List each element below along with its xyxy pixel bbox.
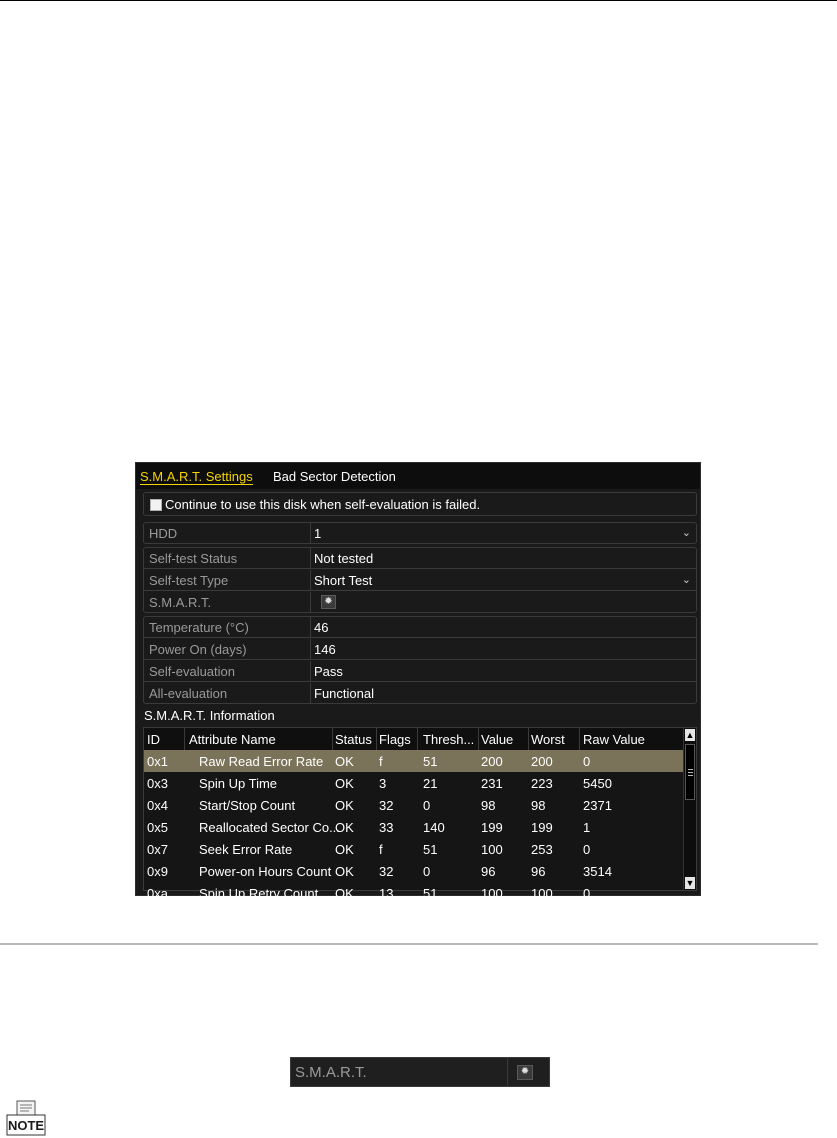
table-row[interactable]	[144, 882, 684, 904]
temperature-label: Temperature (°C)	[149, 620, 249, 635]
cell-flags: 33	[379, 820, 394, 835]
divider	[478, 728, 479, 750]
self-evaluation-value: Pass	[314, 664, 343, 679]
col-header-id[interactable]: ID	[147, 732, 160, 747]
cell-threshold: 51	[423, 842, 438, 857]
cell-worst: 96	[531, 864, 546, 879]
table-header	[144, 728, 684, 750]
cell-threshold: 51	[423, 886, 438, 901]
tab-smart-settings[interactable]: S.M.A.R.T. Settings	[140, 469, 253, 484]
cell-threshold: 21	[423, 776, 438, 791]
smart-settings-panel	[135, 462, 701, 901]
col-header-flags[interactable]: Flags	[379, 732, 411, 747]
cell-attribute-name: Spin Up Time	[199, 776, 278, 791]
table-row[interactable]	[144, 838, 684, 860]
self-test-type-row[interactable]	[144, 570, 696, 591]
cell-status: OK	[335, 820, 354, 835]
col-header-worst[interactable]: Worst	[531, 732, 565, 747]
divider	[507, 1058, 508, 1086]
cell-attribute-name: Start/Stop Count	[199, 798, 296, 813]
cell-value: 100	[481, 886, 503, 901]
cell-flags: 32	[379, 864, 394, 879]
cell-flags: 3	[379, 776, 387, 791]
divider	[310, 570, 311, 591]
smart-information-table	[143, 727, 697, 901]
self-evaluation-row	[144, 661, 696, 682]
cell-worst: 223	[531, 776, 553, 791]
divider	[417, 728, 418, 750]
cell-flags: 32	[379, 798, 394, 813]
divider	[579, 728, 580, 750]
table-row[interactable]	[144, 772, 684, 794]
col-header-threshold[interactable]: Thresh...	[423, 732, 475, 747]
cell-value: 199	[481, 820, 503, 835]
cell-id: 0x5	[147, 820, 168, 835]
cell-status: OK	[335, 864, 354, 879]
cell-value: 100	[481, 842, 503, 857]
cell-value: 96	[481, 864, 496, 879]
cell-worst: 100	[531, 886, 553, 901]
divider	[310, 661, 311, 682]
divider	[376, 728, 377, 750]
divider	[144, 590, 696, 591]
divider	[144, 681, 696, 682]
scroll-down-icon[interactable]: ▼	[685, 878, 695, 888]
cell-value: 231	[481, 776, 503, 791]
continue-checkbox-label: Continue to use this disk when self-evaluation is failed.	[165, 497, 481, 512]
divider	[310, 617, 311, 638]
cell-worst: 199	[531, 820, 553, 835]
cell-threshold: 140	[423, 820, 445, 835]
cell-raw-value: 2371	[583, 798, 612, 813]
all-evaluation-value: Functional	[314, 686, 374, 701]
col-header-value[interactable]: Value	[481, 732, 514, 747]
cell-id: 0x4	[147, 798, 168, 813]
cell-raw-value: 5450	[583, 776, 612, 791]
continue-checkbox[interactable]	[150, 499, 162, 511]
cell-attribute-name: Seek Error Rate	[199, 842, 293, 857]
tab-bar	[136, 463, 700, 489]
col-header-raw-value[interactable]: Raw Value	[583, 732, 645, 747]
page-top-rule	[0, 0, 837, 1]
divider	[144, 568, 696, 569]
smart-button-excerpt	[290, 1057, 550, 1087]
cell-worst: 98	[531, 798, 546, 813]
divider	[310, 592, 311, 613]
hdd-row[interactable]	[144, 523, 696, 544]
svg-text:NOTE: NOTE	[7, 1118, 45, 1133]
all-evaluation-label: All-evaluation	[149, 686, 228, 701]
tab-bad-sector-detection[interactable]: Bad Sector Detection	[273, 469, 396, 484]
col-header-status[interactable]: Status	[335, 732, 372, 747]
cell-flags: f	[379, 842, 383, 857]
cell-raw-value: 3514	[583, 864, 612, 879]
cell-raw-value: 0	[583, 754, 591, 769]
self-test-type-label: Self-test Type	[149, 573, 229, 588]
cell-attribute-name: Spin Up Retry Count	[199, 886, 319, 901]
power-on-row	[144, 639, 696, 660]
divider	[332, 728, 333, 750]
table-row[interactable]	[144, 750, 684, 772]
cell-attribute-name: Power-on Hours Count	[199, 864, 332, 879]
divider	[310, 523, 311, 544]
cell-id: 0x3	[147, 776, 168, 791]
table-row[interactable]	[144, 794, 684, 816]
section-divider	[0, 943, 818, 945]
power-on-label: Power On (days)	[149, 642, 247, 657]
cell-threshold: 51	[423, 754, 438, 769]
divider	[310, 548, 311, 569]
gear-icon[interactable]: ✹	[321, 595, 336, 609]
self-test-status-label: Self-test Status	[149, 551, 238, 566]
cell-raw-value: 1	[583, 820, 591, 835]
cell-value: 98	[481, 798, 496, 813]
table-row[interactable]	[144, 860, 684, 882]
cell-status: OK	[335, 776, 354, 791]
cell-status: OK	[335, 754, 354, 769]
divider	[184, 728, 185, 750]
all-evaluation-row	[144, 683, 696, 704]
self-test-group	[143, 547, 697, 613]
evaluation-group	[143, 616, 697, 704]
cell-status: OK	[335, 842, 354, 857]
divider	[528, 728, 529, 750]
cell-worst: 253	[531, 842, 553, 857]
cell-id: 0x9	[147, 864, 168, 879]
cell-threshold: 0	[423, 798, 431, 813]
self-evaluation-label: Self-evaluation	[149, 664, 235, 679]
col-header-attribute-name[interactable]: Attribute Name	[189, 732, 276, 747]
cell-threshold: 0	[423, 864, 431, 879]
smart-excerpt-label: S.M.A.R.T.	[295, 1064, 367, 1081]
hdd-group	[143, 522, 697, 544]
hdd-label: HDD	[149, 526, 178, 541]
chevron-down-icon[interactable]: ⌄	[681, 527, 691, 539]
divider	[144, 659, 696, 660]
chevron-down-icon[interactable]: ⌄	[681, 574, 691, 586]
scroll-up-icon[interactable]: ▲	[685, 730, 695, 740]
cell-raw-value: 0	[583, 886, 591, 901]
self-test-status-value: Not tested	[314, 551, 374, 566]
scroll-thumb[interactable]	[685, 744, 695, 800]
cell-flags: f	[379, 754, 383, 769]
gear-icon[interactable]: ✹	[517, 1065, 533, 1080]
cell-flags: 13	[379, 886, 394, 901]
divider	[310, 683, 311, 704]
cell-id: 0x7	[147, 842, 168, 857]
cell-value: 200	[481, 754, 503, 769]
hdd-select[interactable]: 1	[314, 526, 322, 541]
cell-attribute-name: Reallocated Sector Co...	[199, 820, 340, 835]
divider	[310, 639, 311, 660]
cell-id: 0x1	[147, 754, 168, 769]
cell-status: OK	[335, 798, 354, 813]
smart-test-row	[144, 592, 696, 613]
temperature-row	[144, 617, 696, 638]
cell-status: OK	[335, 886, 354, 901]
continue-option-row	[143, 492, 697, 516]
temperature-value: 46	[314, 620, 329, 635]
power-on-value: 146	[314, 642, 336, 657]
smart-information-title: S.M.A.R.T. Information	[144, 708, 275, 723]
cell-worst: 200	[531, 754, 553, 769]
table-row[interactable]	[144, 816, 684, 838]
smart-test-label: S.M.A.R.T.	[149, 595, 212, 610]
cell-attribute-name: Raw Read Error Rate	[199, 754, 324, 769]
cell-raw-value: 0	[583, 842, 591, 857]
table-scrollbar[interactable]	[683, 728, 696, 890]
divider	[144, 637, 696, 638]
self-test-status-row	[144, 548, 696, 569]
cell-id: 0xa	[147, 886, 168, 901]
note-icon	[3, 1100, 49, 1137]
self-test-type-select[interactable]: Short Test	[314, 573, 373, 588]
